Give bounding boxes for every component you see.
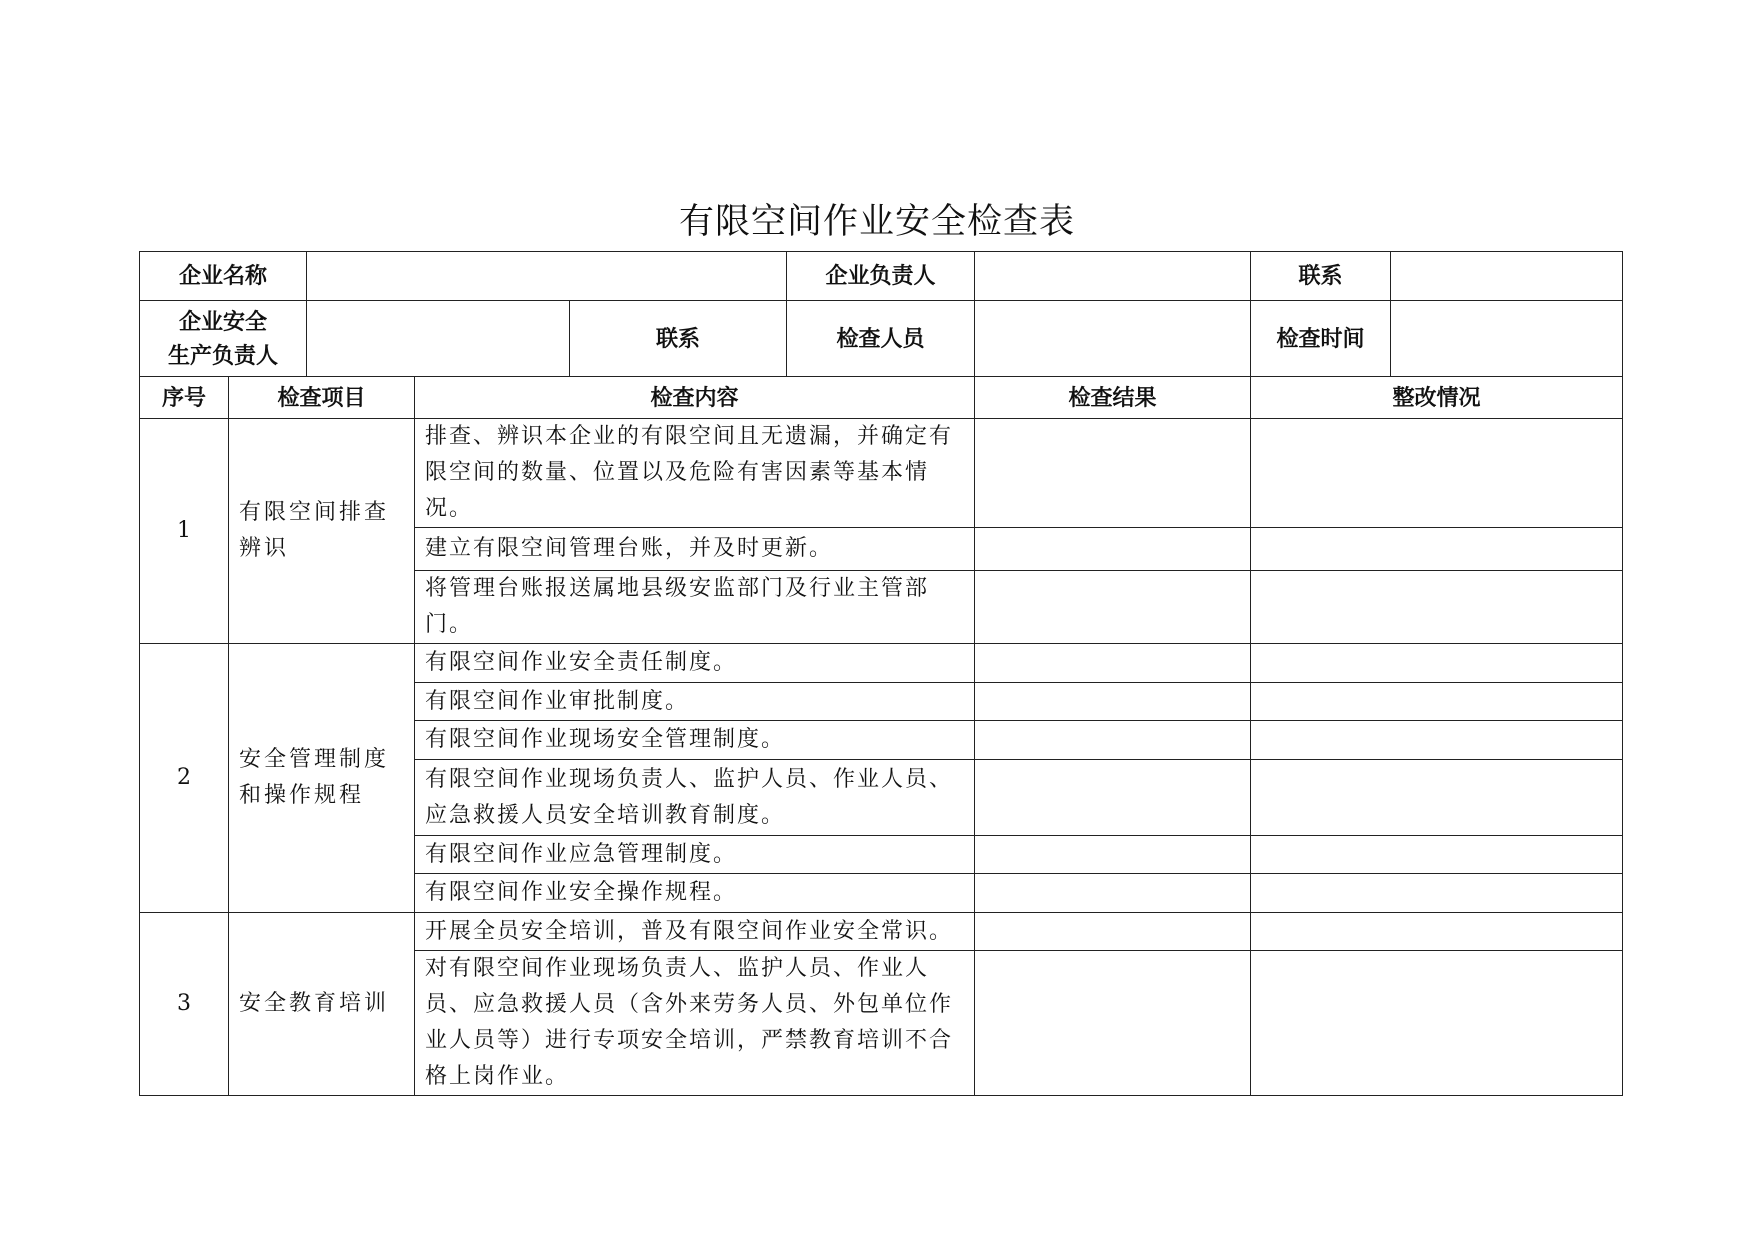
- contact-label-2: 联系: [570, 301, 787, 377]
- rectify-cell[interactable]: [1251, 874, 1623, 913]
- contact-field-1[interactable]: [1391, 252, 1623, 301]
- rectify-cell[interactable]: [1251, 571, 1623, 644]
- group-item: 安全教育培训: [229, 913, 415, 1096]
- company-name-label: 企业名称: [140, 252, 307, 301]
- check-content: 有限空间作业现场负责人、监护人员、作业人员、应急救援人员安全培训教育制度。: [415, 760, 975, 836]
- rectify-cell[interactable]: [1251, 419, 1623, 528]
- safety-head-field[interactable]: [307, 301, 570, 377]
- check-content: 有限空间作业安全责任制度。: [415, 644, 975, 683]
- result-cell[interactable]: [975, 571, 1251, 644]
- group-item: 有限空间排查辨识: [229, 419, 415, 644]
- result-cell[interactable]: [975, 874, 1251, 913]
- check-content: 排查、辨识本企业的有限空间且无遗漏，并确定有限空间的数量、位置以及危险有害因素等基本情况。: [415, 419, 975, 528]
- result-cell[interactable]: [975, 419, 1251, 528]
- rectify-cell[interactable]: [1251, 913, 1623, 951]
- rectify-cell[interactable]: [1251, 683, 1623, 721]
- check-content: 有限空间作业现场安全管理制度。: [415, 721, 975, 760]
- group-number: 1: [140, 419, 229, 644]
- column-header-rectify: 整改情况: [1251, 377, 1623, 419]
- inspector-label: 检查人员: [787, 301, 975, 377]
- result-cell[interactable]: [975, 760, 1251, 836]
- contact-label-1: 联系: [1251, 252, 1391, 301]
- safety-head-label-line2: 生产负责人: [168, 342, 279, 369]
- column-header-row: [140, 377, 1623, 419]
- result-cell[interactable]: [975, 683, 1251, 721]
- company-name-field[interactable]: [307, 252, 787, 301]
- rectify-cell[interactable]: [1251, 760, 1623, 836]
- check-content: 将管理台账报送属地县级安监部门及行业主管部门。: [415, 571, 975, 644]
- check-content: 开展全员安全培训，普及有限空间作业安全常识。: [415, 913, 975, 951]
- check-content: 对有限空间作业现场负责人、监护人员、作业人员、应急救援人员（含外来劳务人员、外包单位作业人员等）进行专项安全培训，严禁教育培训不合格上岗作业。: [415, 951, 975, 1096]
- rectify-cell[interactable]: [1251, 721, 1623, 760]
- safety-head-label-line1: 企业安全: [179, 308, 268, 335]
- safety-head-label: [140, 301, 307, 377]
- result-cell[interactable]: [975, 836, 1251, 874]
- company-head-field[interactable]: [975, 252, 1251, 301]
- check-content: 建立有限空间管理台账，并及时更新。: [415, 528, 975, 571]
- result-cell[interactable]: [975, 528, 1251, 571]
- rectify-cell[interactable]: [1251, 528, 1623, 571]
- check-content: 有限空间作业安全操作规程。: [415, 874, 975, 913]
- page-title: 有限空间作业安全检查表: [678, 202, 1075, 242]
- check-content: 有限空间作业应急管理制度。: [415, 836, 975, 874]
- inspector-field[interactable]: [975, 301, 1251, 377]
- group-item: 安全管理制度和操作规程: [229, 644, 415, 913]
- result-cell[interactable]: [975, 644, 1251, 683]
- rectify-cell[interactable]: [1251, 951, 1623, 1096]
- column-header-item: 检查项目: [229, 377, 415, 419]
- result-cell[interactable]: [975, 951, 1251, 1096]
- check-content: 有限空间作业审批制度。: [415, 683, 975, 721]
- column-header-content: 检查内容: [415, 377, 975, 419]
- rectify-cell[interactable]: [1251, 836, 1623, 874]
- column-header-no: 序号: [140, 377, 229, 419]
- inspection-table: [139, 251, 1623, 1096]
- group-number: 2: [140, 644, 229, 913]
- result-cell[interactable]: [975, 721, 1251, 760]
- inspect-time-field[interactable]: [1391, 301, 1623, 377]
- table-row: [140, 913, 1623, 951]
- info-row-1: [140, 252, 1623, 301]
- result-cell[interactable]: [975, 913, 1251, 951]
- info-row-2: [140, 301, 1623, 377]
- inspect-time-label: 检查时间: [1251, 301, 1391, 377]
- group-number: 3: [140, 913, 229, 1096]
- table-row: [140, 419, 1623, 528]
- column-header-result: 检查结果: [975, 377, 1251, 419]
- table-row: [140, 644, 1623, 683]
- rectify-cell[interactable]: [1251, 644, 1623, 683]
- company-head-label: 企业负责人: [787, 252, 975, 301]
